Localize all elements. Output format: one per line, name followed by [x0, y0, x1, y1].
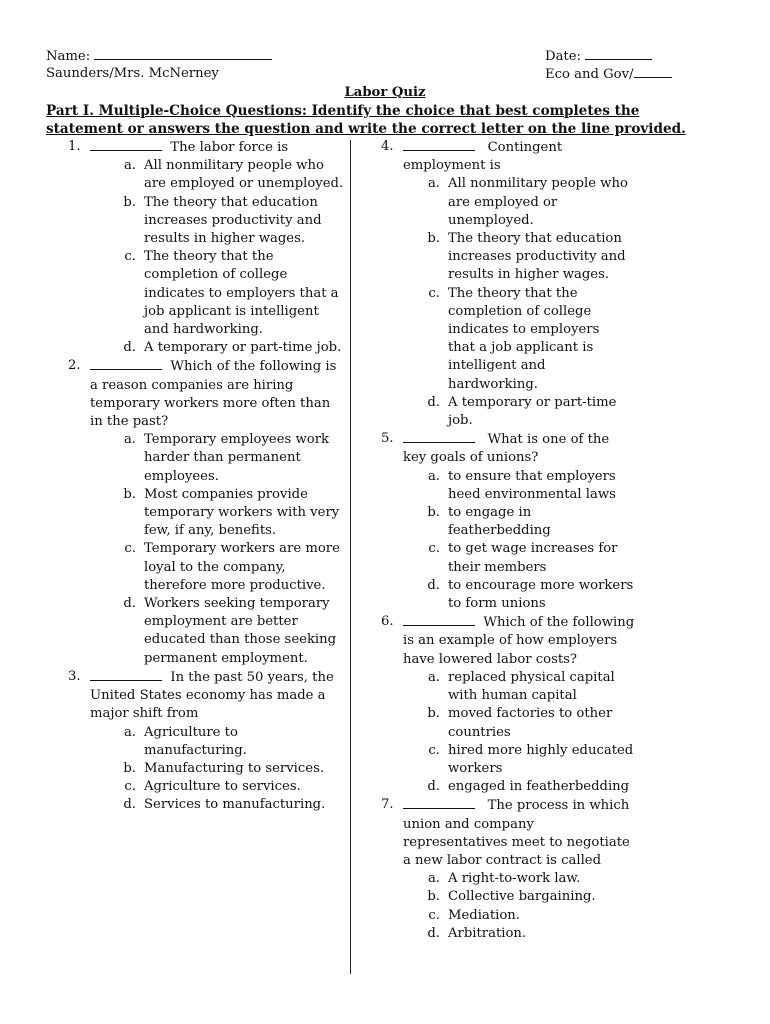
question-4 — [381, 138, 635, 430]
question-6 — [381, 613, 635, 796]
option-b: b. The theory that education increases productivity and results in higher wages. — [427, 231, 626, 283]
question-number: 4. — [381, 139, 394, 154]
question-number: 3. — [68, 668, 81, 684]
option-c: c. hired more highly educated workers — [428, 742, 634, 776]
left-column — [68, 138, 344, 815]
answer-blank[interactable] — [403, 138, 475, 151]
option-c: c. Agriculture to services. — [124, 779, 301, 795]
option-a: a. All nonmilitary people who are employed or unemployed. — [427, 176, 628, 228]
question-2 — [68, 357, 344, 667]
option-c: c. The theory that the completion of college indicates to employers that a job applicant is intelligent and hardworking. — [428, 285, 600, 392]
option-d: d. to encourage more workers to form unions — [427, 577, 634, 612]
answer-blank[interactable] — [403, 796, 475, 809]
question-stem: The process in which union and company representatives meet to negotiate a new labor contract is called — [403, 798, 630, 868]
question-number: 6. — [381, 614, 394, 630]
date-blank-line[interactable] — [585, 47, 652, 60]
option-a: a. to ensure that employers heed environmental laws — [427, 468, 616, 502]
question-3 — [68, 668, 344, 815]
question-stem: Contingent employment is — [403, 140, 563, 174]
option-b: b. Manufacturing to services. — [123, 760, 325, 776]
date-label: Date: — [545, 49, 581, 64]
question-stem: Which of the following is a reason companies are hiring temporary workers more often than in the past? — [90, 359, 337, 430]
option-a: a. A right-to-work law. — [427, 871, 581, 887]
answer-blank[interactable] — [90, 138, 162, 151]
quiz-title: Labor Quiz — [344, 85, 426, 100]
option-d: d. A temporary or part-time job. — [123, 340, 342, 356]
question-stem: In the past 50 years, the United States economy has made a major shift from — [90, 669, 334, 722]
option-b: b. moved factories to other countries — [427, 706, 613, 740]
option-c: c. to get wage increases for their members — [428, 541, 618, 575]
question-number: 1. — [68, 139, 81, 154]
question-stem: Which of the following is an example of how employers have lowered labor costs? — [403, 615, 635, 667]
option-c: c. The theory that the completion of college indicates to employers that a job applicant is intelligent and hardworking. — [124, 249, 339, 338]
class-label: Eco and Gov/ — [545, 67, 634, 82]
option-c: c. Temporary workers are more loyal to the company, therefore more productive. — [124, 541, 340, 593]
option-b: b. The theory that education increases productivity and results in higher wages. — [123, 194, 322, 247]
option-d: d. engaged in featherbedding — [427, 779, 630, 795]
right-column — [381, 138, 635, 943]
question-stem: The labor force is — [170, 140, 289, 155]
answer-blank[interactable] — [403, 430, 475, 443]
option-b: b. to engage in featherbedding — [427, 505, 551, 539]
name-label: Name: — [46, 49, 91, 64]
question-5 — [381, 430, 635, 613]
teacher-name: Saunders/Mrs. McNerney — [46, 66, 219, 81]
option-d: d. A temporary or part-time job. — [427, 394, 617, 429]
question-7 — [381, 796, 635, 943]
question-stem: What is one of the key goals of unions? — [403, 432, 610, 466]
question-number: 2. — [68, 358, 81, 374]
question-1 — [68, 138, 344, 357]
option-b: b. Collective bargaining. — [427, 889, 596, 905]
answer-blank[interactable] — [403, 613, 475, 626]
option-d: d. Workers seeking temporary employment are better educated than those seeking permanent employment. — [123, 596, 337, 666]
question-number: 5. — [381, 431, 394, 447]
name-field — [46, 47, 272, 66]
option-a: a. Agriculture to manufacturing. — [123, 724, 247, 758]
date-field — [545, 47, 652, 66]
answer-blank[interactable] — [90, 668, 162, 681]
name-blank-line[interactable] — [94, 47, 272, 60]
class-field — [545, 65, 672, 84]
answer-blank[interactable] — [90, 357, 162, 370]
option-d: d. Arbitration. — [427, 925, 527, 941]
column-divider — [350, 140, 351, 974]
option-d: d. Services to manufacturing. — [123, 797, 326, 813]
class-blank-line[interactable] — [634, 65, 672, 78]
question-number: 7. — [381, 797, 394, 813]
part-instructions: Part I. Multiple-Choice Questions: Identify the choice that best completes the statement or answers the question and write the correct letter on the line provided. — [46, 103, 686, 138]
option-b: b. Most companies provide temporary workers with very few, if any, benefits. — [123, 486, 340, 539]
option-a: a. All nonmilitary people who are employed or unemployed. — [123, 158, 344, 192]
option-a: a. replaced physical capital with human capital — [427, 669, 615, 704]
option-a: a. Temporary employees work harder than permanent employees. — [123, 432, 330, 484]
option-c: c. Mediation. — [428, 907, 520, 923]
